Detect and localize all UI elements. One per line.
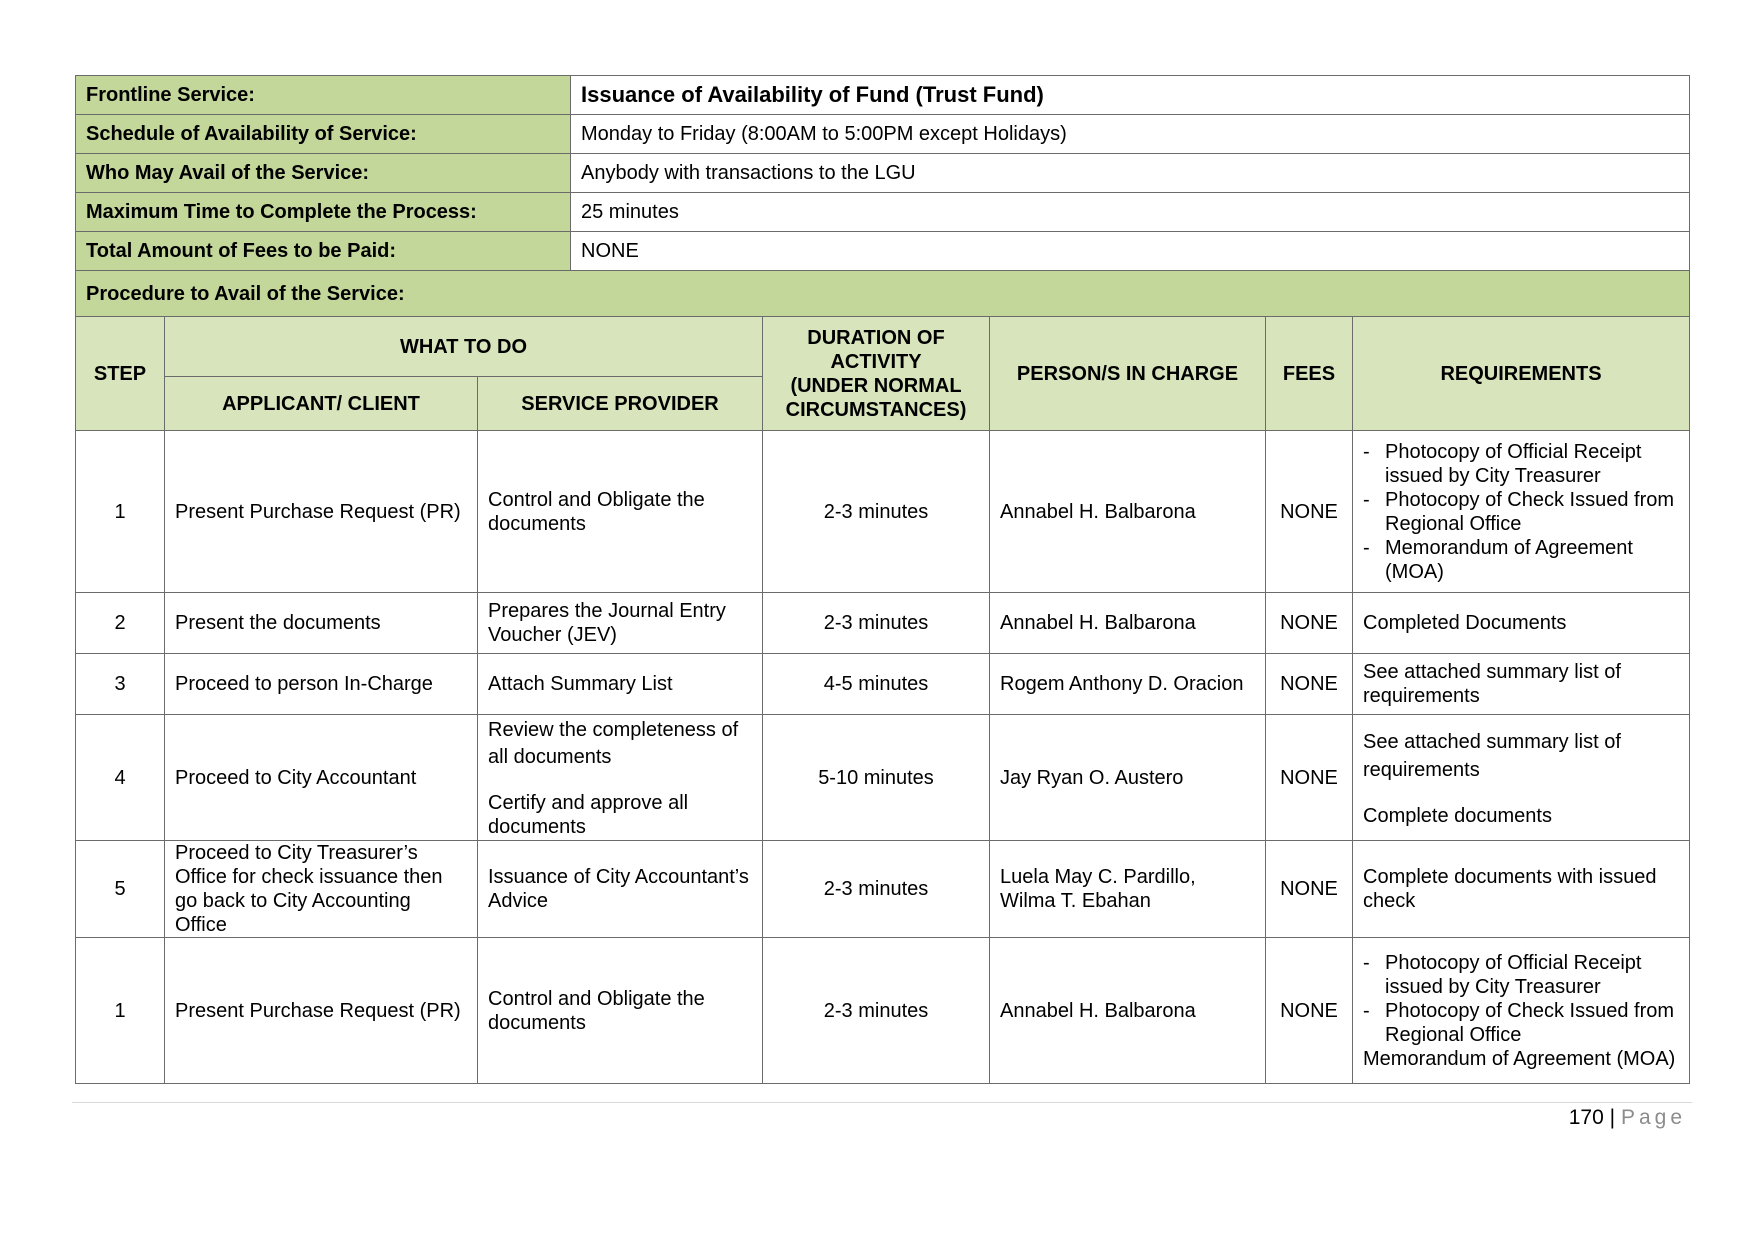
- header-duration-line1: DURATION OF ACTIVITY: [807, 326, 945, 373]
- applicant-cell: Present Purchase Request (PR): [165, 938, 478, 1084]
- frontline-value: Issuance of Availability of Fund (Trust Fund): [571, 76, 1690, 115]
- duration-cell: 2-3 minutes: [763, 841, 990, 938]
- step-cell: 4: [76, 715, 165, 841]
- duration-cell: 2-3 minutes: [763, 938, 990, 1084]
- duration-cell: 5-10 minutes: [763, 715, 990, 841]
- applicant-cell: Present Purchase Request (PR): [165, 431, 478, 593]
- requirement-item: - Photocopy of Check Issued from Regional Office: [1363, 488, 1679, 536]
- fees-label: Total Amount of Fees to be Paid:: [76, 232, 571, 271]
- requirement-text: See attached summary list of requirements: [1363, 730, 1621, 781]
- table-row: [76, 938, 1690, 1084]
- requirements-cell: See attached summary list of requirements: [1353, 654, 1690, 715]
- fees-cell: NONE: [1266, 938, 1353, 1084]
- requirement-text: Complete documents: [1363, 804, 1552, 827]
- requirements-list: [1363, 951, 1679, 1071]
- step-cell: 1: [76, 431, 165, 593]
- provider-text: Certify and approve all documents: [488, 791, 689, 838]
- frontline-label: Frontline Service:: [76, 76, 571, 115]
- step-cell: 1: [76, 938, 165, 1084]
- requirement-item: - Memorandum of Agreement (MOA): [1363, 536, 1679, 584]
- requirements-cell: [1353, 431, 1690, 593]
- fees-value: NONE: [571, 232, 1690, 271]
- requirements-cell: Completed Documents: [1353, 593, 1690, 654]
- requirement-item: - Photocopy of Official Receipt issued by City Treasurer: [1363, 440, 1679, 488]
- page-number: 170: [1568, 1106, 1604, 1129]
- table-row: [76, 654, 1690, 715]
- requirement-item: Memorandum of Agreement (MOA): [1363, 1047, 1676, 1070]
- duration-cell: 2-3 minutes: [763, 431, 990, 593]
- max-time-label: Maximum Time to Complete the Process:: [76, 193, 571, 232]
- table-row: [76, 431, 1690, 593]
- service-info-table: [75, 75, 1690, 317]
- page-separator: |: [1609, 1106, 1616, 1129]
- person-name: Luela May C. Pardillo,: [1000, 866, 1196, 888]
- page-word: Page: [1620, 1106, 1686, 1129]
- paragraph-gap: [1363, 784, 1679, 804]
- provider-cell: Attach Summary List: [478, 654, 763, 715]
- procedure-table: [75, 316, 1690, 1084]
- applicant-cell: Proceed to person In-Charge: [165, 654, 478, 715]
- duration-cell: 4-5 minutes: [763, 654, 990, 715]
- provider-cell: Prepares the Journal Entry Voucher (JEV): [478, 593, 763, 654]
- schedule-label: Schedule of Availability of Service:: [76, 115, 571, 154]
- applicant-cell: Present the documents: [165, 593, 478, 654]
- person-name: Wilma T. Ebahan: [1000, 890, 1151, 912]
- table-row: [76, 715, 1690, 841]
- who-label: Who May Avail of the Service:: [76, 154, 571, 193]
- header-provider: SERVICE PROVIDER: [478, 377, 763, 431]
- header-step: STEP: [76, 317, 165, 431]
- fees-cell: NONE: [1266, 654, 1353, 715]
- paragraph-gap: [488, 771, 752, 791]
- header-person: PERSON/S IN CHARGE: [990, 317, 1266, 431]
- provider-text: Review the completeness of all documents: [488, 718, 739, 768]
- table-row: [76, 841, 1690, 938]
- person-cell: Jay Ryan O. Austero: [990, 715, 1266, 841]
- requirement-item: - Photocopy of Official Receipt issued by City Treasurer: [1363, 951, 1679, 999]
- fees-cell: NONE: [1266, 593, 1353, 654]
- requirements-cell: [1353, 938, 1690, 1084]
- page-footer: [1569, 1106, 1686, 1130]
- step-cell: 2: [76, 593, 165, 654]
- header-fees: FEES: [1266, 317, 1353, 431]
- requirements-list: [1363, 440, 1679, 584]
- step-cell: 5: [76, 841, 165, 938]
- document-page: [75, 75, 1689, 1084]
- person-cell: [990, 841, 1266, 938]
- person-cell: Annabel H. Balbarona: [990, 431, 1266, 593]
- person-cell: Annabel H. Balbarona: [990, 593, 1266, 654]
- fees-cell: NONE: [1266, 431, 1353, 593]
- requirement-item: - Photocopy of Check Issued from Regional Office: [1363, 999, 1679, 1047]
- requirements-cell: Complete documents with issued check: [1353, 841, 1690, 938]
- who-value: Anybody with transactions to the LGU: [571, 154, 1690, 193]
- provider-cell: Control and Obligate the documents: [478, 431, 763, 593]
- footer-rule: [72, 1102, 1692, 1103]
- header-what-to-do: WHAT TO DO: [165, 317, 763, 377]
- table-row: [76, 593, 1690, 654]
- applicant-cell: Proceed to City Treasurer’s Office for check issuance then go back to City Accounting Office: [165, 841, 478, 938]
- fees-cell: NONE: [1266, 715, 1353, 841]
- schedule-value: Monday to Friday (8:00AM to 5:00PM except Holidays): [571, 115, 1690, 154]
- header-duration-line2: (UNDER NORMAL CIRCUMSTANCES): [785, 374, 967, 421]
- fees-cell: NONE: [1266, 841, 1353, 938]
- requirements-cell: [1353, 715, 1690, 841]
- applicant-cell: Proceed to City Accountant: [165, 715, 478, 841]
- provider-cell: Issuance of City Accountant’s Advice: [478, 841, 763, 938]
- max-time-value: 25 minutes: [571, 193, 1690, 232]
- provider-cell: Control and Obligate the documents: [478, 938, 763, 1084]
- person-cell: Rogem Anthony D. Oracion: [990, 654, 1266, 715]
- header-duration: [763, 317, 990, 431]
- provider-cell: [478, 715, 763, 841]
- step-cell: 3: [76, 654, 165, 715]
- header-requirements: REQUIREMENTS: [1353, 317, 1690, 431]
- header-applicant: APPLICANT/ CLIENT: [165, 377, 478, 431]
- procedure-label: Procedure to Avail of the Service:: [76, 271, 1690, 317]
- duration-cell: 2-3 minutes: [763, 593, 990, 654]
- person-cell: Annabel H. Balbarona: [990, 938, 1266, 1084]
